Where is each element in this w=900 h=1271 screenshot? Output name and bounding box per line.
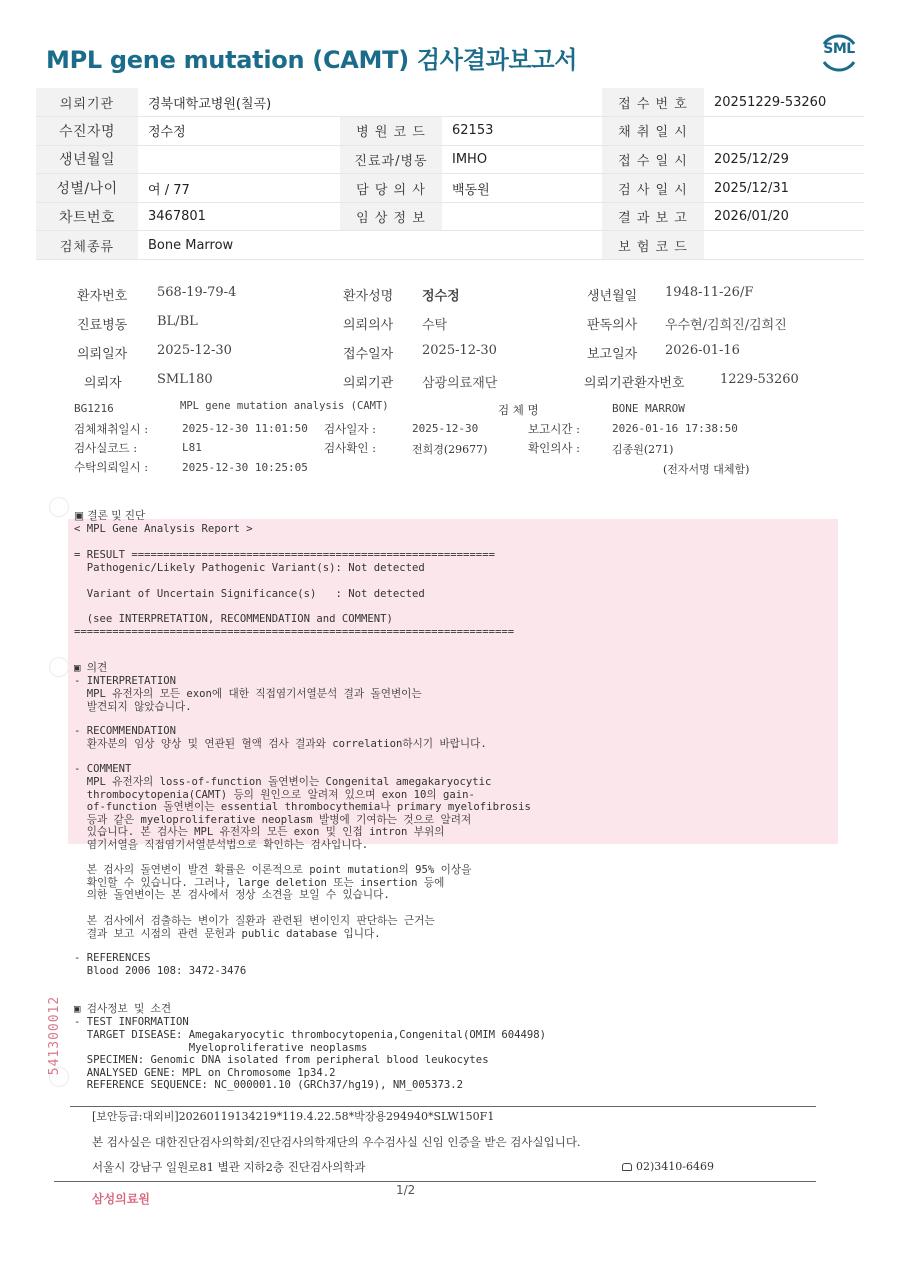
result-section [74, 510, 253, 535]
patient-value: 2026-01-16 [665, 343, 740, 358]
info-label: 검 사 일 시 [602, 174, 704, 203]
info-value: 정수정 [138, 117, 340, 146]
info-value: 여 / 77 [138, 174, 340, 203]
patient-value: 2025-12-30 [422, 343, 497, 358]
patient-value: 1948-11-26/F [665, 285, 754, 300]
hospital-logo: 삼성의료원 [92, 1192, 150, 1206]
info-row [36, 145, 864, 174]
result-subtitle: < MPL Gene Analysis Report > [74, 522, 253, 535]
address-line: 서울시 강남구 일원로81 별관 지하2층 진단검사의학과 [92, 1160, 366, 1174]
security-line: [보안등급:대외비]20260119134219*119.4.22.58*박장용294940*SLW150F1 [92, 1110, 495, 1123]
order-value: 2025-12-30 10:25:05 [182, 461, 308, 474]
comment-text-2: 본 검사의 돌연변이 발견 확률은 이론적으로 point mutation의 95% 이상을 확인할 수 있습니다. 그러나, large deletion 또는 insertion 등에 의한 돌연변이는 본 검사에서 정상 소견을 보일 수 있습니다. [86, 864, 472, 902]
report-time-label: 보고시간 : [528, 422, 580, 436]
report-time-value: 2026-01-16 17:38:50 [612, 422, 738, 435]
exam-date-value: 2025-12-30 [412, 422, 479, 435]
patient-label: 생년월일 [587, 289, 638, 304]
patient-label: 환자성명 [343, 289, 394, 304]
footer-rule-top [70, 1106, 816, 1107]
info-value [138, 145, 340, 174]
test-info-heading: ▣ 검사정보 및 소견 [74, 1003, 172, 1015]
patient-value: 정수정 [422, 289, 460, 304]
opinion-heading: ▣ 의견 [74, 662, 108, 674]
confirm-doc-value: 김종원(271) [612, 443, 674, 456]
esign-note: (전자서명 대체함) [663, 463, 750, 476]
collect-value: 2025-12-30 11:01:50 [182, 422, 308, 435]
patient-value: 2025-12-30 [157, 343, 232, 358]
test-info-subheading: - TEST INFORMATION [74, 1016, 189, 1028]
side-serial-text: 541300012 [47, 995, 63, 1076]
specimen-value: BONE MARROW [612, 402, 685, 415]
patient-label: 의뢰의사 [343, 318, 394, 333]
rec-text: 환자분의 임상 양상 및 연관된 혈액 검사 결과와 correlation하시기 바랍니다. [74, 738, 487, 750]
phone-number: 02)3410-6469 [636, 1160, 714, 1173]
collect-label: 검체채취일시 : [74, 422, 149, 436]
result-divider: = RESULT ========================================================= [74, 549, 495, 561]
interp-heading: - INTERPRETATION [74, 675, 177, 687]
patient-label: 진료병동 [77, 318, 128, 333]
specimen-label: 검 체 명 [498, 403, 539, 417]
info-value: IMHO [442, 145, 602, 174]
info-label: 접 수 일 시 [602, 145, 704, 174]
comment-text-3: 본 검사에서 검출하는 변이가 질환과 관련된 변이인지 판단하는 근거는 결과 보고 시점의 관련 문헌과 public database 입니다. [86, 915, 435, 940]
result-see-text: (see INTERPRETATION, RECOMMENDATION and COMMENT) [74, 613, 393, 625]
patient-label: 의뢰일자 [77, 347, 128, 362]
info-label: 검체종류 [36, 231, 138, 260]
info-row [36, 202, 864, 231]
side-serial [47, 990, 78, 1090]
phone-icon [622, 1163, 632, 1171]
confirm-doc-label: 확인의사 : [528, 441, 580, 455]
info-value: 경북대학교병원(칠곡) [138, 88, 602, 117]
info-label: 수진자명 [36, 117, 138, 146]
info-value [704, 117, 864, 146]
patient-label: 의뢰기관환자번호 [584, 376, 685, 391]
info-row [36, 174, 864, 203]
info-label: 결 과 보 고 [602, 202, 704, 231]
patient-value: 우수현/김희진/김희진 [665, 318, 787, 333]
info-label: 채 취 일 시 [602, 117, 704, 146]
patient-label: 의뢰자 [84, 376, 122, 391]
info-value: 2026/01/20 [704, 202, 864, 231]
info-value: 2025/12/29 [704, 145, 864, 174]
ref-text: Blood 2006 108: 3472-3476 [74, 965, 247, 977]
ref-heading: - REFERENCES [74, 952, 151, 964]
info-value: 2025/12/31 [704, 174, 864, 203]
info-value: 62153 [442, 117, 602, 146]
result-lines [74, 549, 495, 574]
info-row [36, 88, 864, 117]
room-label: 검사실코드 : [74, 441, 138, 455]
cert-line: 본 검사실은 대한진단검사의학회/진단검사의학재단의 우수검사실 신임 인증을 받은 검사실입니다. [92, 1135, 581, 1149]
result-heading: ▣ 결론 및 진단 [74, 510, 146, 522]
confirm-value: 전희경(29677) [412, 443, 488, 456]
info-label: 차트번호 [36, 202, 138, 231]
rec-heading: - RECOMMENDATION [74, 725, 177, 737]
test-code: BG1216 [74, 402, 114, 415]
result-end-divider: ===================================================================== [74, 625, 515, 638]
patient-label: 판독의사 [587, 318, 638, 333]
comment-text: MPL 유전자의 loss-of-function 돌연변이는 Congenital amegakaryocytic thrombocytopenia(CAMT) 등의 원인으로 알려져 있으며 exon 10의 gain- of-function 돌연변이는 essential thrombocythemia나 primary myelofibrosis 등과 같은 myeloproliferative neoplasm 발병에 기여하는 것으로 알려져 있습니다. 본 검사는 MPL 유전자의 모든 exon 및 인접 intron 부위의 염기서열을 직접염기서열분석법으로 확인하는 검사입니다. [86, 776, 531, 851]
order-label: 수탁의뢰일시 : [74, 460, 149, 474]
footer-rule-bottom [54, 1181, 816, 1182]
info-value [704, 231, 864, 260]
sml-logo [818, 32, 860, 74]
info-row [36, 117, 864, 146]
info-value: 20251229-53260 [704, 88, 864, 117]
patient-value: 1229-53260 [720, 372, 799, 387]
logo-text: SML [823, 41, 855, 57]
patient-label: 보고일자 [587, 347, 638, 362]
test-info-text: TARGET DISEASE: Amegakaryocytic thrombocytopenia,Congenital(OMIM 604498) Myeloproliferative neoplasms SPECIMEN: Genomic DNA isolated from peripheral blood leukocytes ANALYSED GENE: MPL on Chromosome 1p34.2 REFERENCE SEQUENCE: NC_000001.10 (GRCh37/hg19), NM_005373.2 [86, 1029, 546, 1092]
info-value: 백동원 [442, 174, 602, 203]
page-title: MPL gene mutation (CAMT) 검사결과보고서 [46, 46, 578, 74]
info-value: 3467801 [138, 202, 340, 231]
patient-label: 환자번호 [77, 289, 128, 304]
room-value: L81 [182, 441, 202, 454]
info-label: 의뢰기관 [36, 88, 138, 117]
patient-value: SML180 [157, 372, 213, 387]
comment-heading: - COMMENT [74, 763, 132, 775]
info-label: 임 상 정 보 [340, 202, 442, 231]
patient-value: 568-19-79-4 [157, 285, 237, 300]
info-table [36, 88, 864, 260]
interp-text: MPL 유전자의 모든 exon에 대한 직접염기서열분석 결과 돌연변이는 발견되지 않았습니다. [86, 688, 422, 713]
test-name: MPL gene mutation analysis (CAMT) [180, 400, 389, 412]
patient-value: BL/BL [157, 314, 198, 329]
info-value [442, 202, 602, 231]
info-row [36, 231, 864, 260]
exam-date-label: 검사일자 : [324, 422, 376, 436]
result-pathogenic: Pathogenic/Likely Pathogenic Variant(s): Not detected [74, 561, 425, 574]
patient-value: 삼광의료재단 [422, 376, 498, 391]
phone-line [622, 1160, 714, 1173]
info-label: 진료과/병동 [340, 145, 442, 174]
page-number: 1/2 [396, 1183, 416, 1197]
patient-value: 수탁 [422, 318, 448, 333]
patient-label: 의뢰기관 [343, 376, 394, 391]
info-value: Bone Marrow [138, 231, 602, 260]
info-label: 담 당 의 사 [340, 174, 442, 203]
info-label: 보 험 코 드 [602, 231, 704, 260]
info-label: 병 원 코 드 [340, 117, 442, 146]
result-vus: Variant of Uncertain Significance(s) : Not detected [74, 588, 425, 600]
info-label: 성별/나이 [36, 174, 138, 203]
punch-hole [49, 497, 69, 517]
info-label: 접 수 번 호 [602, 88, 704, 117]
info-label: 생년월일 [36, 145, 138, 174]
confirm-label: 검사확인 : [324, 441, 376, 455]
patient-label: 접수일자 [343, 347, 394, 362]
punch-hole [49, 657, 69, 677]
result-see [74, 613, 514, 638]
